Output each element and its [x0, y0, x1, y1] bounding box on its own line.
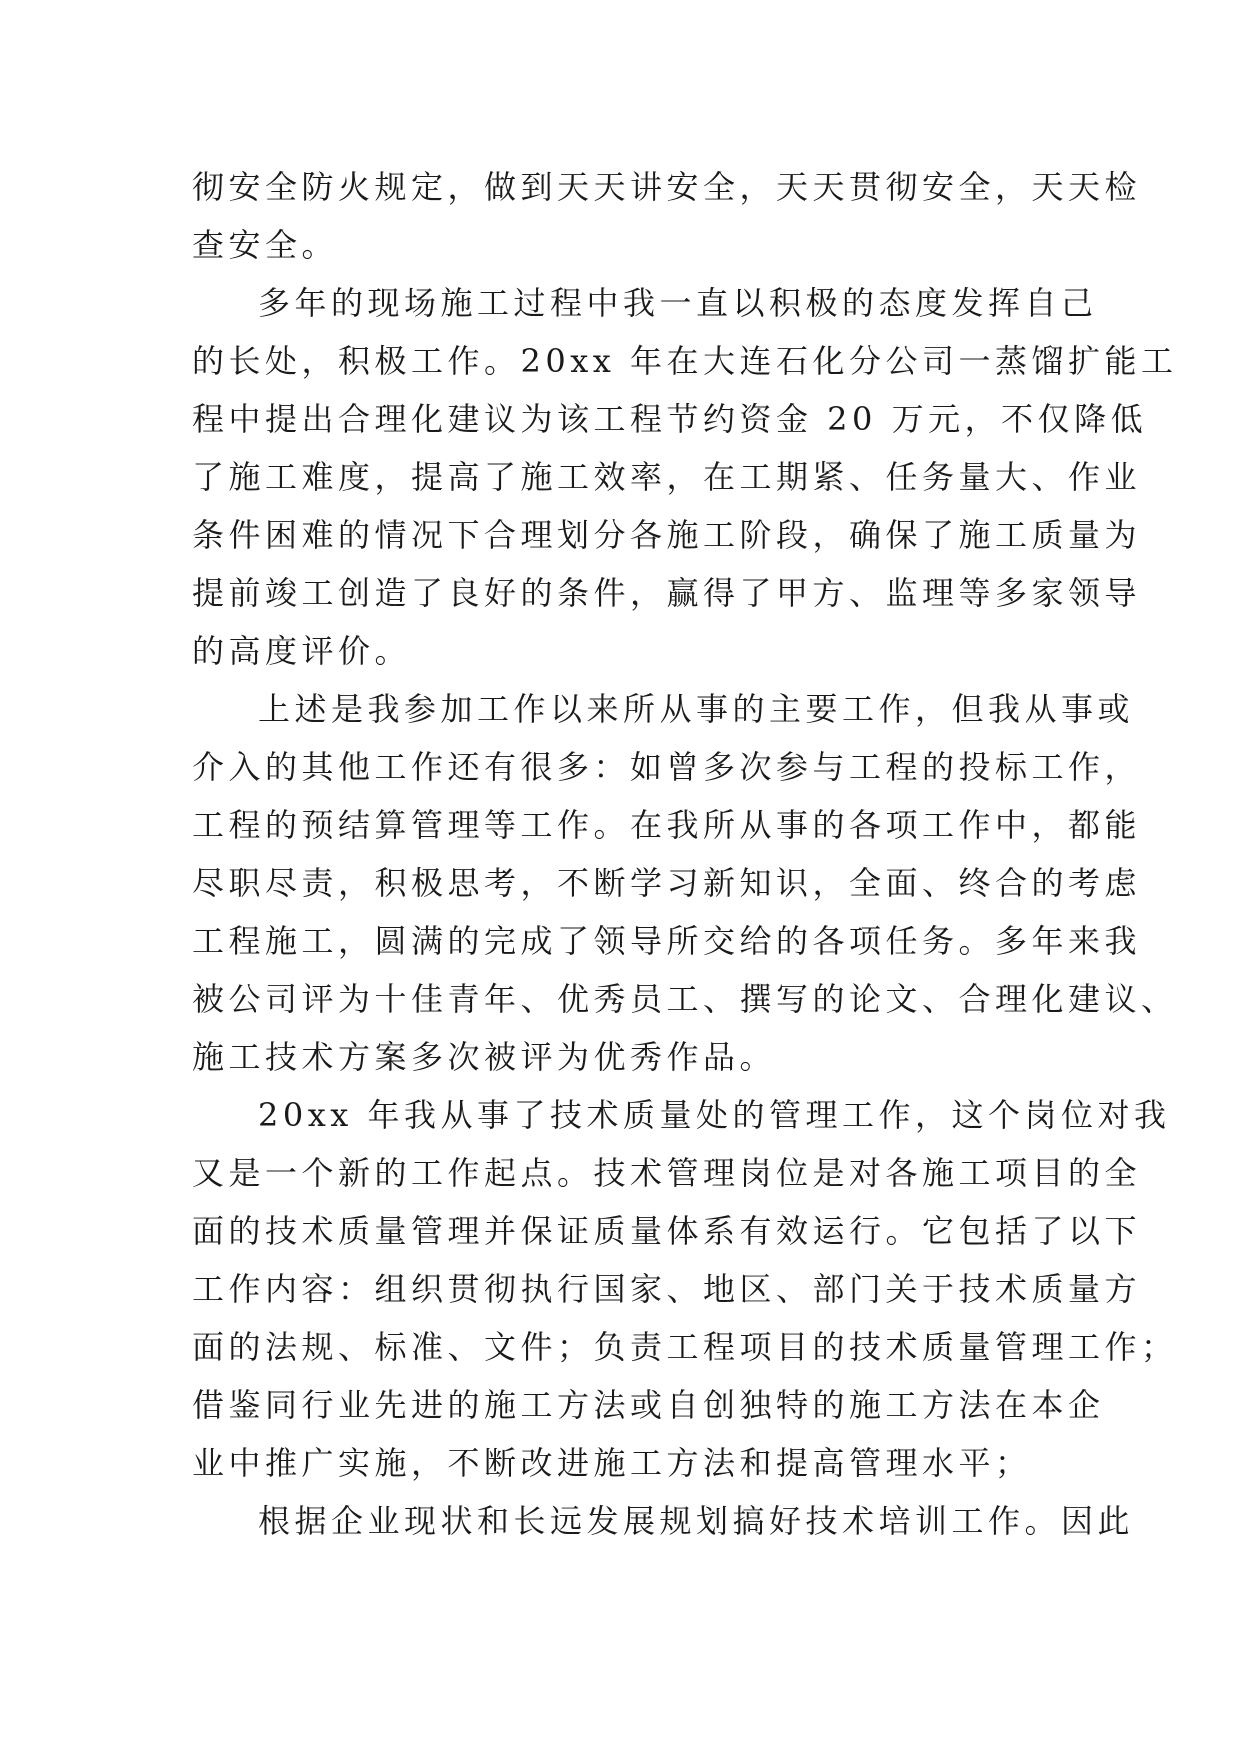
- text-line: 程中提出合理化建议为该工程节约资金 20 万元，不仅降低: [192, 400, 1148, 438]
- text-line: 工程的预结算管理等工作。在我所从事的各项工作中，都能: [192, 806, 1142, 844]
- paragraph-start-line: 根据企业现状和长远发展规划搞好技术培训工作。因此: [258, 1502, 1135, 1540]
- text-line: 的高度评价。: [192, 632, 412, 670]
- text-line: 尽职尽责，积极思考，不断学习新知识，全面、终合的考虑: [192, 864, 1142, 902]
- text-line: 提前竣工创造了良好的条件，赢得了甲方、监理等多家领导: [192, 574, 1142, 612]
- text-line: 介入的其他工作还有很多：如曾多次参与工程的投标工作，: [192, 748, 1142, 786]
- text-line: 面的技术质量管理并保证质量体系有效运行。它包括了以下: [192, 1212, 1142, 1250]
- text-line: 又是一个新的工作起点。技术管理岗位是对各施工项目的全: [192, 1154, 1142, 1192]
- text-line: 条件困难的情况下合理划分各施工阶段，确保了施工质量为: [192, 516, 1142, 554]
- text-line: 工程施工，圆满的完成了领导所交给的各项任务。多年来我: [192, 922, 1142, 960]
- text-line: 彻安全防火规定，做到天天讲安全，天天贯彻安全，天天检: [192, 168, 1142, 206]
- text-line: 了施工难度，提高了施工效率，在工期紧、任务量大、作业: [192, 458, 1142, 496]
- text-line: 施工技术方案多次被评为优秀作品。: [192, 1038, 777, 1076]
- text-line: 面的法规、标准、文件；负责工程项目的技术质量管理工作；: [192, 1328, 1178, 1366]
- text-line: 业中推广实施，不断改进施工方法和提高管理水平；: [192, 1444, 1032, 1482]
- paragraph-start-line: 20xx 年我从事了技术质量处的管理工作，这个岗位对我: [258, 1096, 1171, 1134]
- text-line: 工作内容：组织贯彻执行国家、地区、部门关于技术质量方: [192, 1270, 1142, 1308]
- paragraph-start-line: 多年的现场施工过程中我一直以积极的态度发挥自己: [258, 284, 1098, 322]
- text-line: 被公司评为十佳青年、优秀员工、撰写的论文、合理化建议、: [192, 980, 1178, 1018]
- text-line: 查安全。: [192, 226, 339, 264]
- paragraph-start-line: 上述是我参加工作以来所从事的主要工作，但我从事或: [258, 690, 1135, 728]
- text-line: 的长处，积极工作。20xx 年在大连石化分公司一蒸馏扩能工: [192, 342, 1178, 380]
- text-line: 借鉴同行业先进的施工方法或自创独特的施工方法在本企: [192, 1386, 1105, 1424]
- document-body: [192, 158, 1178, 1550]
